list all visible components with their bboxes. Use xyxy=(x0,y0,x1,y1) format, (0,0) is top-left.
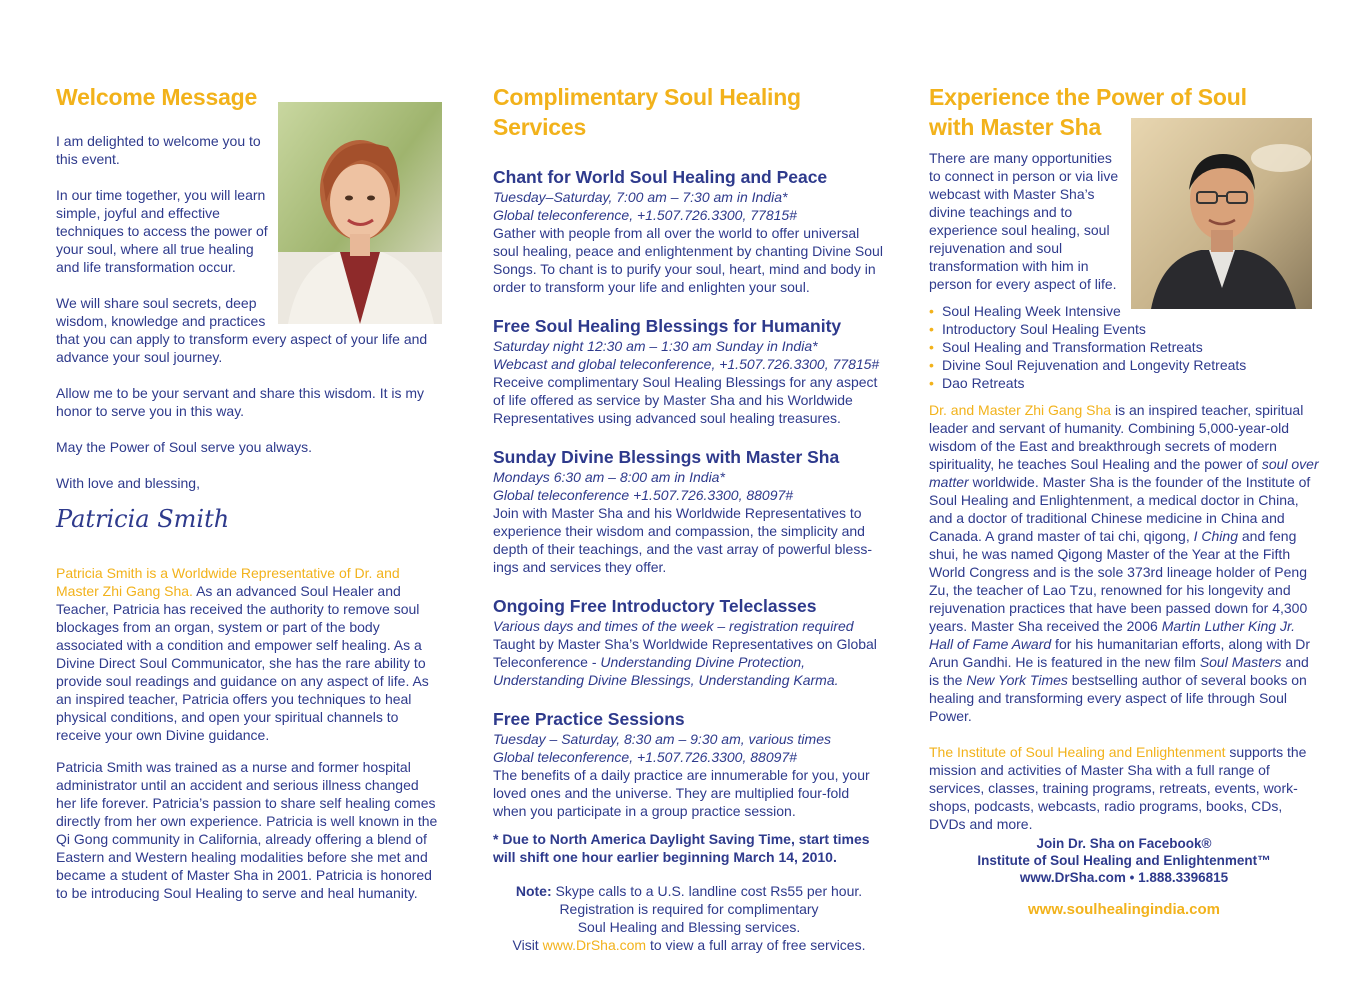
service-item xyxy=(493,315,885,427)
institute-paragraph xyxy=(929,743,1319,833)
power-title-line-2: with Master Sha xyxy=(929,114,1102,140)
service-description: Receive complimentary Soul Healing Blessings for any aspect of life offered as service by Master Sha and his Worldwide Representatives using advanced soul healing treasures. xyxy=(493,374,878,426)
service-name: Sunday Divine Blessings with Master Sha xyxy=(493,447,840,467)
drsha-link[interactable]: www.DrSha.com xyxy=(542,937,647,953)
service-schedule: Tuesday–Saturday, 7:00 am – 7:30 am in India* xyxy=(493,189,788,205)
welcome-paragraph-4: Allow me to be your servant and share this wisdom. It is my honor to serve you in this way. xyxy=(56,385,425,419)
service-phone: Global teleconference, +1.507.726.3300, 88097# xyxy=(493,749,797,765)
service-name: Ongoing Free Introductory Teleclasses xyxy=(493,596,817,616)
list-item: • Dao Retreats xyxy=(929,374,1319,392)
institute-name: The Institute of Soul Healing and Enlightenment xyxy=(929,744,1226,760)
patricia-bio-highlight: Patricia Smith is a Worldwide Representative of Dr. and Master Zhi Gang Sha. xyxy=(56,565,400,599)
service-item xyxy=(493,166,885,296)
service-description xyxy=(493,635,885,689)
welcome-title: Welcome Message xyxy=(56,84,258,110)
retreat-list xyxy=(929,302,1319,392)
dst-note: * Due to North America Daylight Saving Time, start times will shift one hour earlier beginning March 14, 2010. xyxy=(493,831,870,865)
service-item xyxy=(493,708,885,820)
bio-italic: New York Times xyxy=(966,672,1068,688)
bio-text: worldwide. Master Sha is the founder of the Institute of Soul Healing and Enlightenment, a medical doctor in China, and a doctor of traditional Chinese medicine in China and Canada. A grand master of tai chi, qigong, xyxy=(929,474,1311,544)
welcome-paragraph-3: We will share soul secrets, deep wisdom, knowledge and practices that you can apply to transform every aspect of your life and advance your soul journey. xyxy=(56,295,428,365)
bio-text: is an inspired teacher, spiritual leader and servant of humanity. Combining 5,000-year-old wisdom of the East and breakthrough secrets of modern spirituality, he teaches Soul Healing and the power of xyxy=(929,402,1304,472)
welcome-paragraph-2: In our time together, you will learn simple, joyful and effective techniques to access the power of your soul, where all true healing and life transformation occur. xyxy=(56,187,268,275)
service-description: Join with Master Sha and his Worldwide Representatives to experience their wisdom and compassion, the simplicity and depth of their teachings, and the vast array of powerful bless-ings and services they offer. xyxy=(493,505,872,575)
service-item xyxy=(493,446,885,576)
patricia-bio-2: Patricia Smith was trained as a nurse and former hospital administrator until an accident and serious illness changed her life forever. Patricia’s passion to share self healing comes directly from her own experience. Patricia is well known in the Qi Gong community in California, already offering a blend of Eastern and Western healing modalities before she met and became a student of Master Sha in 2001. Patricia is honored to be introducing Soul Healing to serve and heal humanity. xyxy=(56,759,438,901)
services-title: Complimentary Soul Healing Services xyxy=(493,84,801,140)
service-name: Free Practice Sessions xyxy=(493,709,685,729)
service-phone: Global teleconference, +1.507.726.3300, 77815# xyxy=(493,207,797,223)
bio-italic: Soul Masters xyxy=(1199,654,1282,670)
power-title-line-1: Experience the Power of Soul xyxy=(929,84,1247,110)
service-phone: Webcast and global teleconference, +1.507.726.3300, 77815# xyxy=(493,356,880,372)
bio-text: and is the xyxy=(929,654,1309,688)
note-line-3: Soul Healing and Blessing services. xyxy=(577,919,801,935)
bio-text: and feng shui, he was named Qigong Master of the Year at the Fifth World Congress and is the sole 373rd lineage holder of Peng Zu, the teacher of Lao Tzu, renowned for his longevity and rejuvenation practices that have been passed down for 4,300 years. Master Sha received the 2006 xyxy=(929,528,1308,634)
bio-italic: I Ching xyxy=(1193,528,1238,544)
note-line-1: Skype calls to a U.S. landline cost Rs55 per hour. xyxy=(551,883,863,899)
services-column xyxy=(493,80,885,954)
institute-text: supports the mission and activities of Master Sha with a full range of services, classes, training programs, retreats, events, work-shops, podcasts, webcasts, radio programs, books, CDs, DVDs and more. xyxy=(929,744,1307,832)
power-intro: There are many opportunities to connect in person or via live webcast with Master Sha’s divine teachings and to experience soul healing, soul rejuvenation and soul transformation with him in person for every aspect of life. xyxy=(929,150,1119,292)
note-line-2: Registration is required for complimentary xyxy=(559,901,819,917)
list-item: • Soul Healing Week Intensive xyxy=(929,302,1319,320)
service-name: Chant for World Soul Healing and Peace xyxy=(493,167,828,187)
master-sha-photo xyxy=(1131,118,1312,309)
service-item xyxy=(493,595,885,689)
list-item: • Introductory Soul Healing Events xyxy=(929,320,1319,338)
service-description: The benefits of a daily practice are innumerable for you, your loved ones and the universe. They are multiplied four-fold when you participate in a group practice session. xyxy=(493,767,870,819)
bio-italic: soul over matter xyxy=(929,456,1319,490)
note-label: Note: xyxy=(515,883,552,899)
service-schedule: Mondays 6:30 am – 8:00 am in India* xyxy=(493,469,725,485)
institute-line: Institute of Soul Healing and Enlightenment™ xyxy=(977,853,1271,868)
bio-italic: Martin Luther King Jr. Hall of Fame Award xyxy=(929,618,1296,652)
service-phone: Global teleconference +1.507.726.3300, 88097# xyxy=(493,487,794,503)
soulhealingindia-link[interactable]: www.soulhealingindia.com xyxy=(1028,901,1220,918)
note-visit: Visit xyxy=(512,937,543,953)
master-sha-bio xyxy=(929,401,1319,725)
skype-note xyxy=(493,882,885,900)
patricia-smith-photo xyxy=(278,102,442,324)
master-sha-name: Dr. and Master Zhi Gang Sha xyxy=(929,402,1112,418)
welcome-paragraph-1: I am delighted to welcome you to this event. xyxy=(56,133,261,167)
welcome-paragraph-5: May the Power of Soul serve you always. xyxy=(56,439,313,455)
contact-line: www.DrSha.com • 1.888.3396815 xyxy=(1019,870,1229,885)
patricia-bio-1 xyxy=(56,564,442,744)
service-schedule: Various days and times of the week – registration required xyxy=(493,618,854,634)
list-item: • Divine Soul Rejuvenation and Longevity Retreats xyxy=(929,356,1319,374)
welcome-closing: With love and blessing, xyxy=(56,475,200,491)
list-item: • Soul Healing and Transformation Retreats xyxy=(929,338,1319,356)
service-description-text: Taught by Master Sha’s Worldwide Representatives on Global Teleconference - xyxy=(493,636,877,670)
note-line-4 xyxy=(493,936,885,954)
service-schedule: Tuesday – Saturday, 8:30 am – 9:30 am, various times xyxy=(493,731,831,747)
teleclass-topics: Understanding Divine Protection, Understanding Divine Blessings, Understanding Karma. xyxy=(493,654,839,688)
signature: Patricia Smith xyxy=(56,505,230,533)
power-column xyxy=(929,80,1319,919)
welcome-column xyxy=(56,80,442,902)
note-visit-rest: to view a full array of free services. xyxy=(646,937,866,953)
service-schedule: Saturday night 12:30 am – 1:30 am Sunday in India* xyxy=(493,338,818,354)
bio-text: for his humanitarian efforts, along with Dr Arun Gandhi. He is featured in the new film xyxy=(929,636,1311,670)
facebook-link[interactable]: Join Dr. Sha on Facebook® xyxy=(1036,836,1212,851)
service-description: Gather with people from all over the world to offer universal soul healing, peace and enlightenment by chanting Divine Soul Songs. To chant is to purify your soul, heart, mind and body in order to transform your life and enlighten your soul. xyxy=(493,225,883,295)
patricia-bio-text: As an advanced Soul Healer and Teacher, Patricia has received the authority to remove soul blockages from an organ, system or part of the body associated with a condition and empower self healing. As a Divine Direct Soul Communicator, she has the rare ability to provide soul readings and guidance on any aspect of life. As an inspired teacher, Patricia offers you techniques to heal physical conditions, and open your spiritual channels to receive your own Divine guidance. xyxy=(56,583,429,743)
bio-text: bestselling author of several books on healing and transforming every aspect of life through Soul Power. xyxy=(929,672,1307,724)
service-name: Free Soul Healing Blessings for Humanity xyxy=(493,316,842,336)
